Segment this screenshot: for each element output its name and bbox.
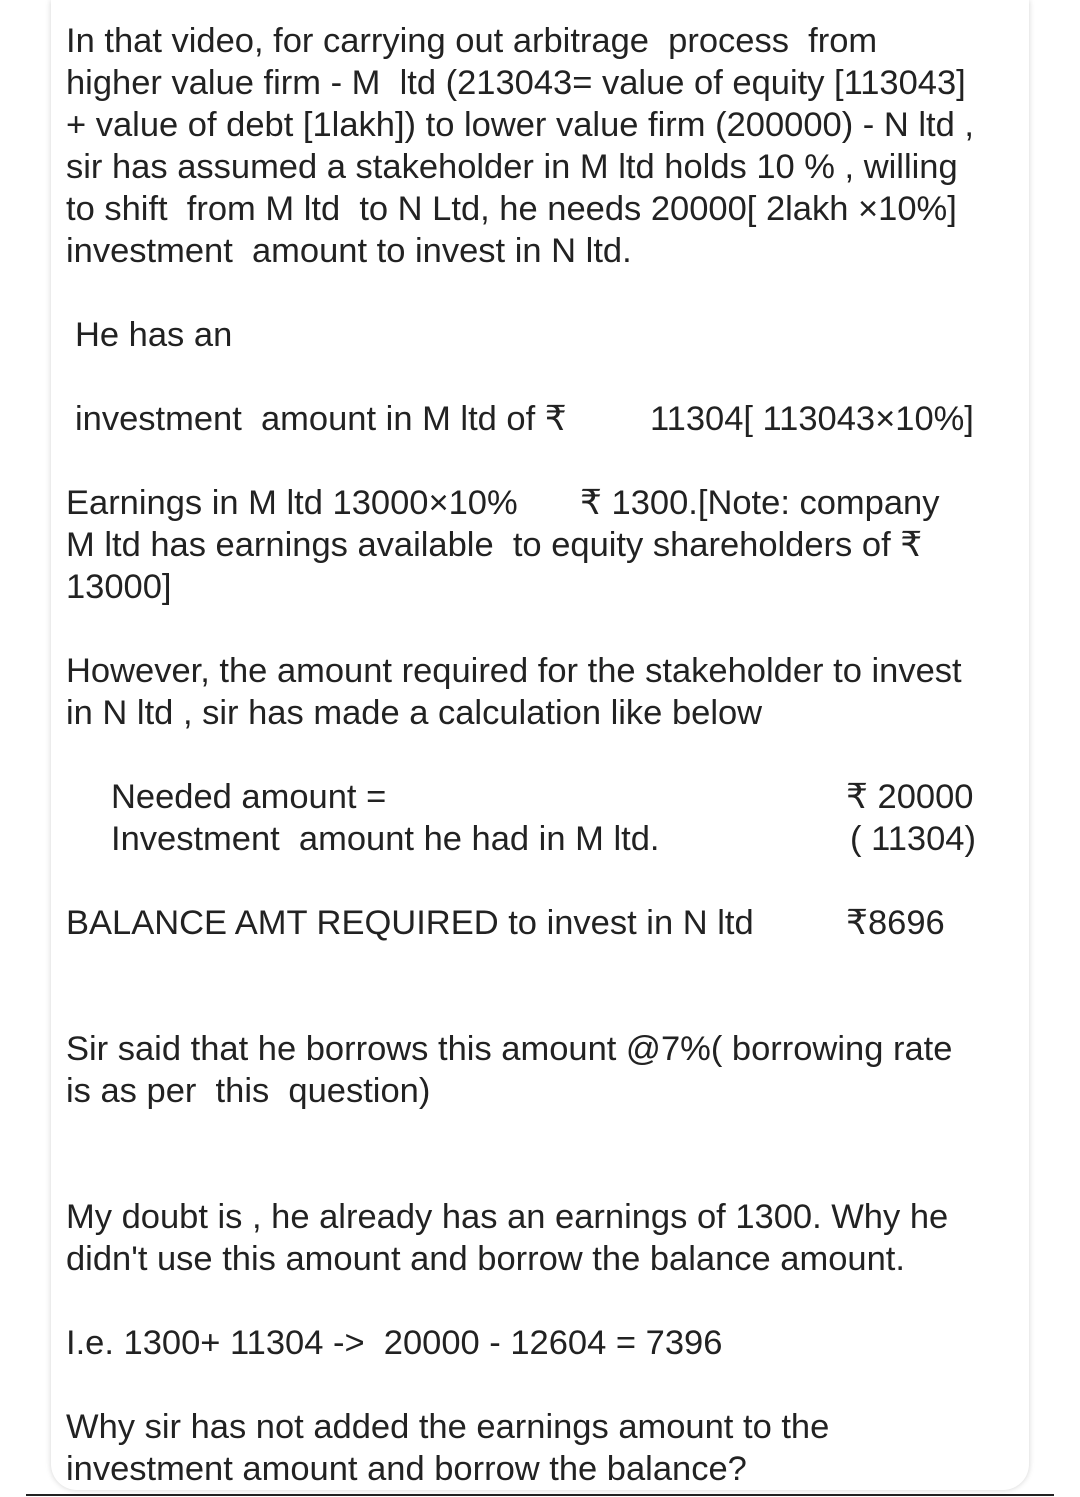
intro-line-1: In that video, for carrying out arbitrage process from [66,22,878,60]
calc-needed-value: ₹ 20000 [846,778,974,816]
borrow-line-1: Sir said that he borrows this amount @7%( borrowing rate [66,1030,953,1068]
doubt-line-2: didn't use this amount and borrow the balance amount. [66,1240,905,1278]
however-line-2: in N ltd , sir has made a calculation like below [66,694,763,732]
bottom-divider [26,1494,1054,1496]
ie-calculation: I.e. 1300+ 11304 -> 20000 - 12604 = 7396 [66,1324,723,1362]
investment-label: investment amount in M ltd of ₹ [75,400,567,438]
calc-invested-label: Investment amount he had in M ltd. [111,820,660,858]
he-has-text: He has an [75,316,233,354]
intro-line-2: higher value firm - M ltd (213043= value of equity [113043] [66,64,966,102]
intro-line-6: investment amount to invest in N ltd. [66,232,632,270]
balance-value: ₹8696 [846,904,945,942]
doubt-line-1: My doubt is , he already has an earnings of 1300. Why he [66,1198,949,1236]
intro-line-3: + value of debt [1lakh]) to lower value firm (200000) - N ltd , [66,106,974,144]
investment-value: 11304[ 113043×10%] [650,400,974,438]
why-line-1: Why sir has not added the earnings amount to the [66,1408,830,1446]
intro-line-4: sir has assumed a stakeholder in M ltd holds 10 % , willing [66,148,958,186]
balance-label: BALANCE AMT REQUIRED to invest in N ltd [66,904,754,942]
calc-invested-value: ( 11304) [850,820,976,858]
borrow-line-2: is as per this question) [66,1072,431,1110]
earnings-label: Earnings in M ltd 13000×10% [66,484,518,522]
intro-line-5: to shift from M ltd to N Ltd, he needs 20000[ 2lakh ×10%] [66,190,957,228]
earnings-note-line-1: M ltd has earnings available to equity shareholders of ₹ [66,526,923,564]
earnings-note-line-2: 13000] [66,568,172,606]
however-line-1: However, the amount required for the stakeholder to invest [66,652,962,690]
why-line-2: investment amount and borrow the balance? [66,1450,747,1488]
calc-needed-label: Needed amount = [111,778,387,816]
earnings-value: ₹ 1300.[Note: company [580,484,940,522]
